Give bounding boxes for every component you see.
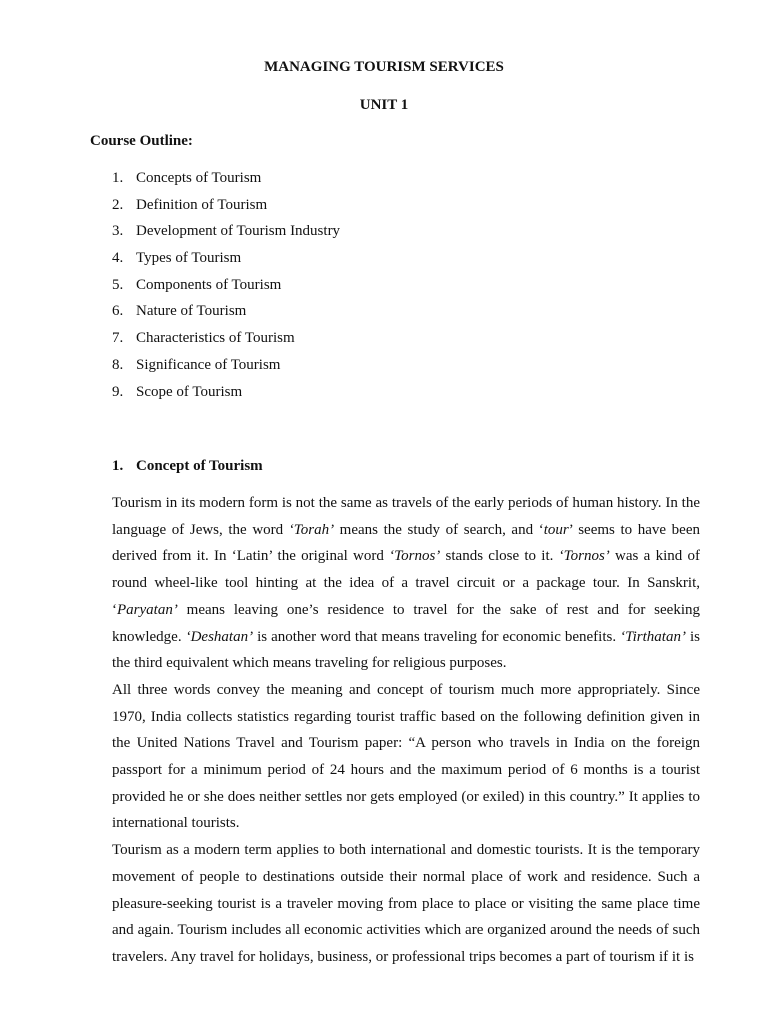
paragraph-1-text: ’ seems to have been derived from it. In ‘Latin’ the original word	[112, 521, 700, 565]
outline-item	[112, 169, 340, 196]
term-paryatan: Paryatan’	[117, 601, 178, 618]
outline-item-label: Scope of Tourism	[136, 383, 243, 400]
document-title: MANAGING TOURISM SERVICES	[264, 59, 504, 75]
outline-item	[112, 383, 340, 410]
paragraph-1	[112, 490, 700, 677]
outline-item	[112, 249, 340, 276]
term-tornos: ‘Tornos’	[389, 548, 441, 565]
term-tirthatan: ‘Tirthatan’	[620, 628, 686, 645]
outline-item-number: 6.	[112, 303, 124, 320]
section-number: 1.	[112, 458, 124, 474]
outline-item-number: 1.	[112, 170, 124, 186]
paragraph-1-text: means leaving one’s residence to travel for the sake of rest and for seeking knowledge.	[112, 601, 700, 645]
term-torah: ‘Torah’	[288, 521, 335, 538]
section-body	[112, 490, 700, 971]
course-outline-heading: Course Outline:	[90, 133, 193, 149]
term-tornos: ‘Tornos’	[558, 548, 610, 565]
term-deshatan: ‘Deshatan’	[185, 628, 254, 645]
outline-item-label: Significance of Tourism	[136, 356, 281, 373]
outline-item-number: 7.	[112, 330, 124, 347]
course-outline-list	[112, 169, 340, 409]
outline-item-number: 5.	[112, 276, 124, 293]
paragraph-1-text: is another word that means traveling for economic benefits.	[253, 628, 621, 645]
term-tour: tour	[543, 521, 569, 538]
section-heading	[112, 457, 263, 475]
section-title: Concept of Tourism	[136, 458, 263, 474]
paragraph-1-text: means the study of search, and ‘	[334, 521, 544, 538]
outline-item	[112, 356, 340, 383]
outline-item-label: Characteristics of Tourism	[136, 330, 295, 347]
paragraph-1-text: is the third equivalent which means traveling for religious purposes.	[112, 628, 700, 672]
unit-title: UNIT 1	[359, 97, 409, 113]
outline-item-label: Types of Tourism	[136, 250, 242, 267]
outline-item-label: Development of Tourism Industry	[136, 223, 341, 240]
outline-item-label: Concepts of Tourism	[136, 170, 262, 186]
outline-item	[112, 276, 340, 303]
paragraph-3: Tourism as a modern term applies to both international and domestic tourists. It is the temporary movement of people to destinations outside their normal place of work and residence. Such a pleasure-seeking tourist is a traveler moving from place to place or visiting the same place time and again. Tourism includes all economic activities which are organized around the needs of such travelers. Any travel for holidays, business, or professional trips becomes a part of tourism if it is	[112, 842, 700, 965]
outline-item-number: 9.	[112, 383, 124, 400]
outline-item	[112, 329, 340, 356]
outline-item-number: 3.	[112, 223, 124, 240]
paragraph-2: All three words convey the meaning and concept of tourism much more appropriately. Since 1970, India collects statistics regarding tourist traffic based on the following definition given in the United Nations Travel and Tourism paper: “A person who travels in India on the foreign passport for a minimum period of 24 hours and the maximum period of 6 months is a tourist provided he or she does neither settles nor gets employed (or exiled) in this country.” It applies to international tourists.	[112, 681, 700, 832]
paragraph-1-text: was a kind of round wheel-like tool hinting at the idea of a travel circuit or a package tour. In Sanskrit, ‘	[112, 548, 700, 618]
paragraph-1-text: stands close to it.	[440, 548, 559, 565]
outline-item-number: 8.	[112, 356, 124, 373]
outline-item-label: Nature of Tourism	[136, 303, 247, 320]
outline-item-number: 2.	[112, 196, 124, 213]
paragraph-1-text: Tourism in its modern form is not the same as travels of the early periods of human history. In the language of Jews, the word	[112, 495, 700, 538]
outline-item	[112, 302, 340, 329]
outline-item-number: 4.	[112, 250, 124, 267]
outline-item-label: Components of Tourism	[136, 276, 282, 293]
outline-item-label: Definition of Tourism	[136, 196, 268, 213]
outline-item	[112, 196, 340, 223]
outline-item	[112, 222, 340, 249]
